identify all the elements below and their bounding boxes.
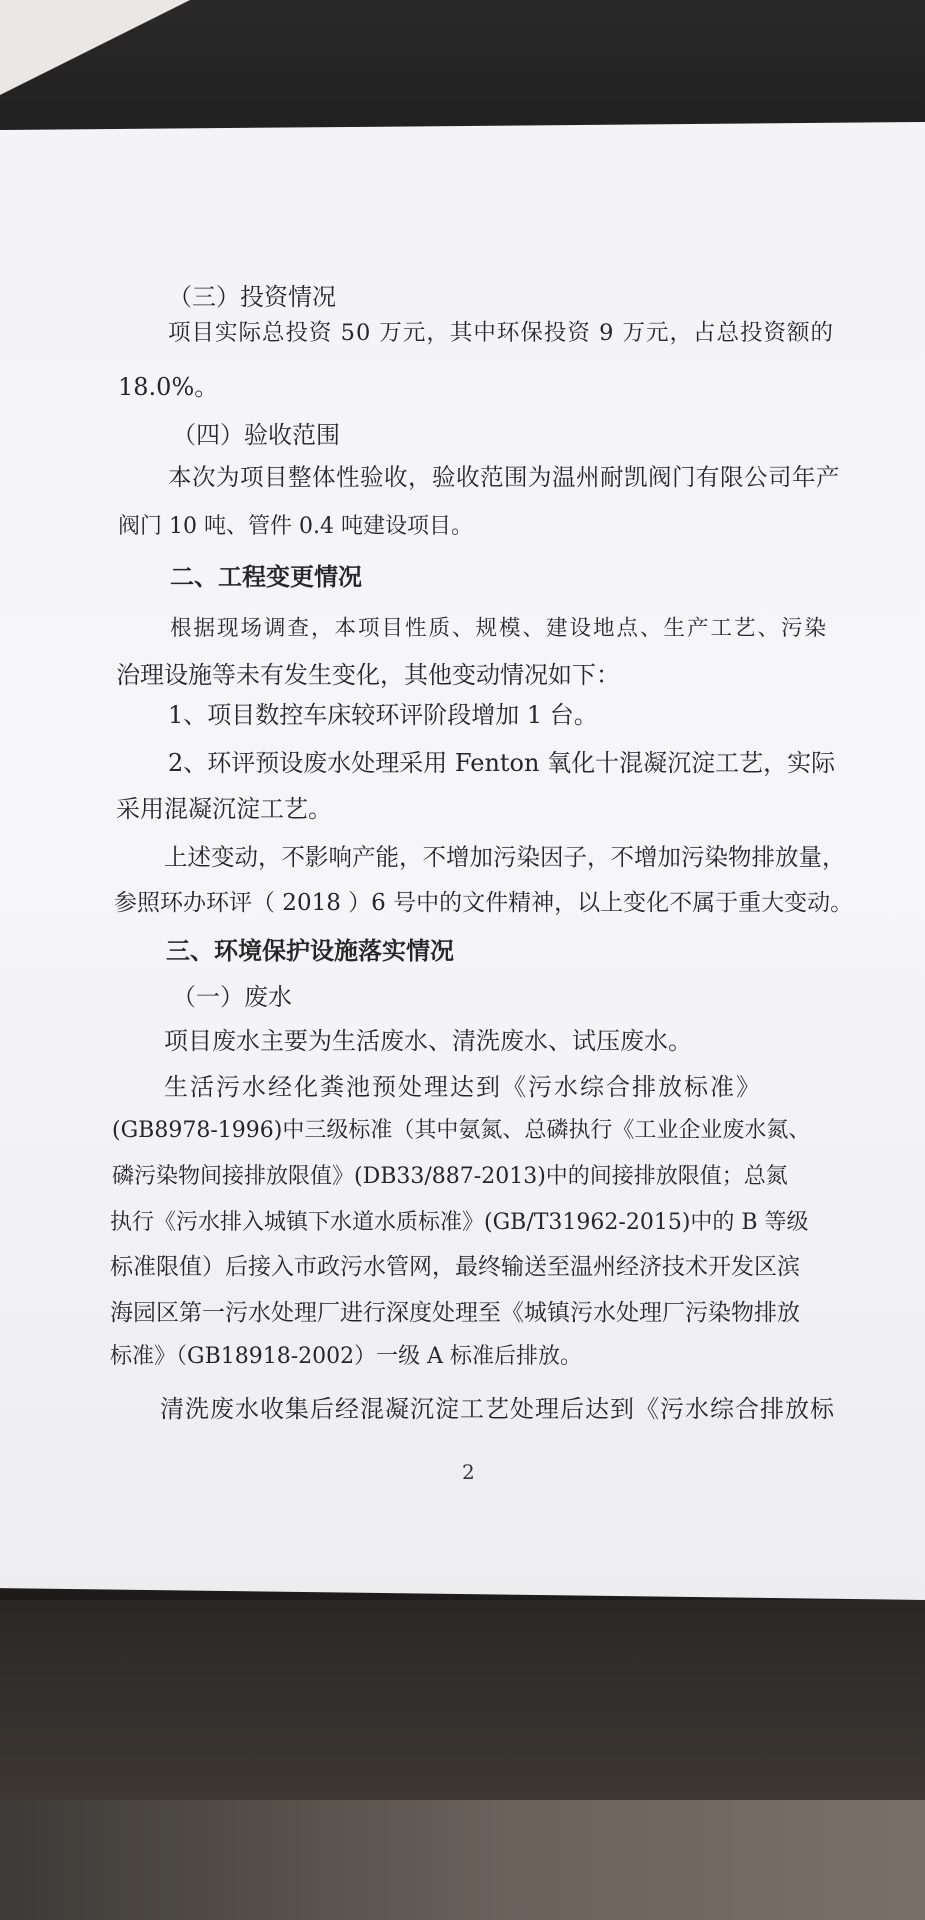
- paragraph-line: 生活污水经化粪池预处理达到《污水综合排放标准》: [164, 1073, 762, 1101]
- section-heading-changes: 二、工程变更情况: [170, 562, 362, 591]
- paragraph-line: 阀门 10 吨、管件 0.4 吨建设项目。: [118, 514, 473, 539]
- list-item: 2、环评预设废水处理采用 Fenton 氧化十混凝沉淀工艺，实际: [168, 749, 836, 777]
- paragraph-line: 执行《污水排入城镇下水道水质标准》(GB/T31962-2015)中的 B 等级: [110, 1210, 809, 1235]
- paragraph-line: 标准限值）后接入市政污水管网，最终输送至温州经济技术开发区滨: [110, 1254, 800, 1280]
- section-heading-facilities: 三、环境保护设施落实情况: [166, 936, 454, 965]
- paragraph-line: 参照环办环评（ 2018 ）6 号中的文件精神，以上变化不属于重大变动。: [114, 890, 854, 916]
- page-number: 2: [462, 1460, 475, 1484]
- paragraph-line: 项目废水主要为生活废水、清洗废水、试压废水。: [164, 1027, 692, 1055]
- paragraph-line: 本次为项目整体性验收，验收范围为温州耐凯阀门有限公司年产: [168, 463, 840, 491]
- paragraph-line: 标准》（GB18918-2002）一级 A 标准后排放。: [110, 1344, 583, 1369]
- paragraph-line: 项目实际总投资 50 万元，其中环保投资 9 万元，占总投资额的: [168, 320, 835, 346]
- list-item: 1、项目数控车床较环评阶段增加 1 台。: [168, 701, 598, 729]
- paragraph-line: 根据现场调查，本项目性质、规模、建设地点、生产工艺、污染: [170, 616, 829, 641]
- section-heading-investment: （三）投资情况: [168, 283, 336, 311]
- paragraph-line: 治理设施等未有发生变化，其他变动情况如下：: [116, 661, 620, 689]
- paragraph-line: 磷污染物间接排放限值》(DB33/887-2013)中的间接排放限值；总氮: [112, 1164, 788, 1189]
- paragraph-line: 清洗废水收集后经混凝沉淀工艺处理后达到《污水综合排放标: [160, 1395, 835, 1423]
- paragraph-line: 上述变动，不影响产能，不增加污染因子，不增加污染物排放量，: [164, 843, 846, 871]
- paragraph-line: 海园区第一污水处理厂进行深度处理至《城镇污水处理厂污染物排放: [110, 1300, 800, 1326]
- paragraph-line: (GB8978-1996)中三级标准（其中氨氮、总磷执行《工业企业废水氮、: [112, 1118, 811, 1143]
- paragraph-line: 18.0%。: [118, 373, 219, 401]
- subsection-heading-wastewater: （一）废水: [172, 983, 292, 1011]
- paragraph-line: 采用混凝沉淀工艺。: [116, 795, 332, 823]
- section-heading-scope: （四）验收范围: [172, 421, 340, 449]
